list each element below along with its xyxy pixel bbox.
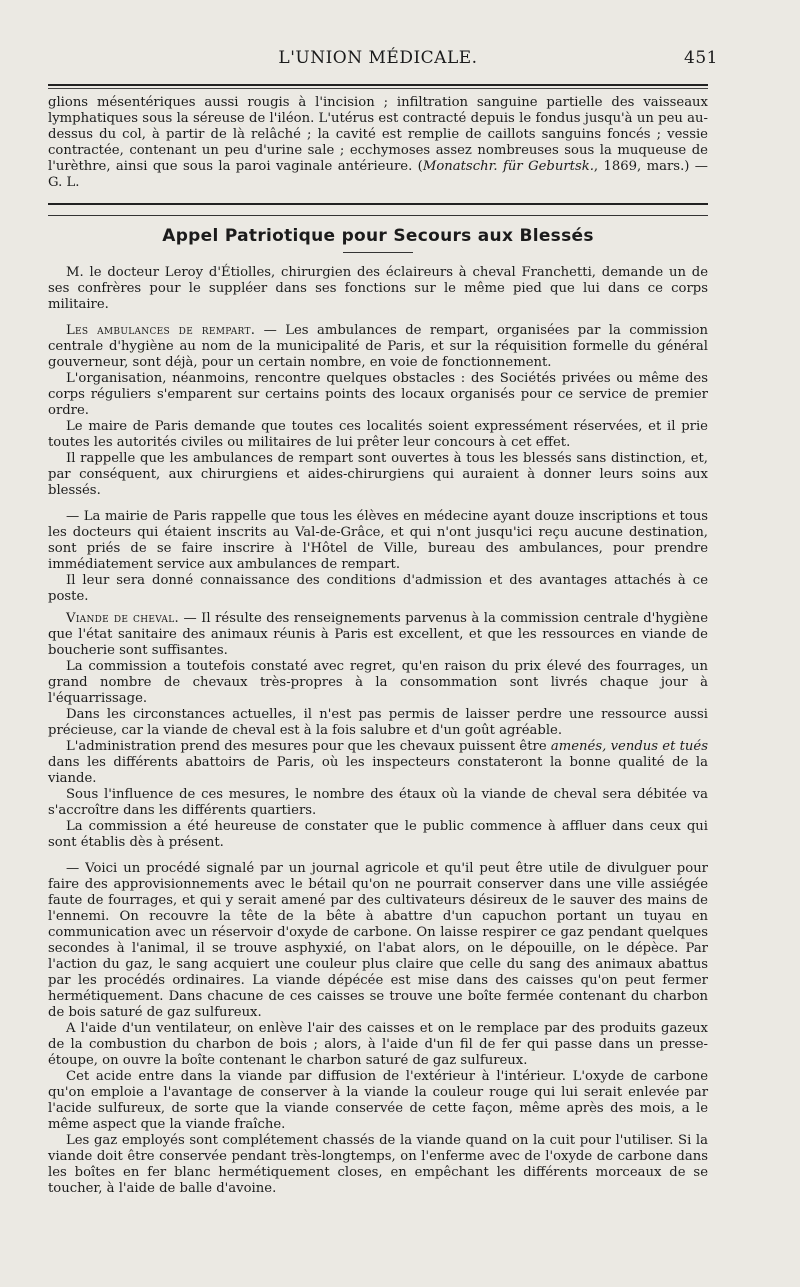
section-lead: Viande de cheval. (66, 611, 179, 626)
paragraph: Sous l'influence de ces mesures, le nombre des étaux où la viande de cheval sera débitée va s'accroître dans les différents quartiers. (48, 787, 708, 818)
paragraph: Il leur sera donné connaissance des conditions d'admission et des avantages attachés à ce poste. (48, 573, 708, 604)
title-rule (343, 252, 413, 253)
paragraph: Le maire de Paris demande que toutes ces localités soient expressément réservées, et il prie toutes les autorités civiles ou militaires de lui prêter leur concours à cet effet. (48, 419, 708, 450)
section-separator (48, 203, 708, 205)
journal-citation: Monatschr. für Geburtsk. (422, 159, 594, 174)
paragraph: Les ambulances de rempart. — Les ambulances de rempart, organisées par la commission centrale d'hygiène au nom de la municipalité de Paris, et sur la réquisition formelle du général gouverneur, sont déjà, pour un certain nombre, en voie de fonctionnement. (48, 323, 708, 370)
paragraph: Viande de cheval. — Il résulte des renseignements parvenus à la commission centrale d'hygiène que l'état sanitaire des animaux réunis à Paris est excellent, et que les ressources en viande de boucherie sont suffisantes. (48, 611, 709, 658)
header-rule (48, 84, 708, 86)
paragraph: M. le docteur Leroy d'Étiolles, chirurgien des éclaireurs à cheval Franchetti, demande un de ses confrères pour le suppléer dans ses fonctions sur le même pied que lui dans ce corps militaire. (48, 265, 708, 312)
paragraph: Cet acide entre dans la viande par diffusion de l'extérieur à l'intérieur. L'oxyde de carbone qu'on emploie a l'avantage de conserver à la viande la couleur rouge qui lui serait enlevée par l'acide sulfureux, de sorte que la viande conservée de cette façon, même après des mois, a le même aspect que la viande fraîche. (48, 1069, 708, 1132)
paragraph: Dans les circonstances actuelles, il n'est pas permis de laisser perdre une ressource aussi précieuse, car la viande de cheval est à la fois salubre et d'un goût agréable. (48, 707, 708, 738)
paragraph: Il rappelle que les ambulances de rempart sont ouvertes à tous les blessés sans distinction, et, par conséquent, aux chirurgiens et aides-chirurgiens qui auraient à donner leurs soins aux blessés. (48, 451, 708, 498)
emphasis: amenés, vendus et tués (550, 739, 708, 754)
page-number: 451 (684, 48, 718, 68)
section-separator-thin (48, 215, 708, 216)
paragraph: A l'aide d'un ventilateur, on enlève l'air des caisses et on le remplace par des produits gazeux de la combustion du charbon de bois ; alors, à l'aide d'un fil de fer qui passe dans un presse-étoupe, on ouvre la boîte contenant le charbon saturé de gaz sulfureux. (48, 1021, 708, 1068)
paragraph: L'administration prend des mesures pour que les chevaux puissent être amenés, vendus et tués dans les différents abattoirs de Paris, où les inspecteurs constateront la bonne qualité de la viande. (48, 739, 708, 786)
intro-paragraph: glions mésentériques aussi rougis à l'incision ; infiltration sanguine partielle des vaisseaux lymphatiques sous la séreuse de l'iléon. L'utérus est contracté depuis le fondus jusqu'à un peu au-dessus du col, à partir de là relâché ; la cavité est remplie de caillots sanguins foncés ; vessie contractée, contenant un peu d'urine sale ; ecchymoses assez nombreuses sous la muqueuse de l'urèthre, ainsi que sous la paroi vaginale antérieure. (Monatschr. für Geburtsk., 1869, mars.) — G. L. (48, 95, 708, 190)
intro-signature: 1869, mars.) — G. L. (48, 159, 708, 190)
paragraph: L'organisation, néanmoins, rencontre quelques obstacles : des Sociétés privées ou même des corps réguliers s'emparent sur certains points des locaux organisés pour ce service de premier ordre. (48, 371, 708, 418)
paragraph: — La mairie de Paris rappelle que tous les élèves en médecine ayant douze inscriptions et tous les docteurs qui étaient inscrits au Val-de-Grâce, et qui n'ont jusqu'ici reçu aucune destination, sont priés de se faire inscrire à l'Hôtel de Ville, bureau des ambulances, pour prendre immédiatement service aux ambulances de rempart. (48, 509, 708, 572)
article-title: Appel Patriotique pour Secours aux Blessés (162, 226, 594, 246)
paragraph: — Voici un procédé signalé par un journal agricole et qu'il peut être utile de divulguer pour faire des approvisionnements avec le bétail qu'on ne pourrait conserver dans une ville assiégée faute de fourrages, et qui y serait amené par des cultivateurs désireux de le sauver des mains de l'ennemi. On recouvre la tête de la bête à abattre d'un capuchon portant un tuyau en communication avec un réservoir d'oxyde de carbone. On laisse respirer ce gaz pendant quelques secondes à l'animal, il se trouve asphyxié, on l'abat alors, on le dépouille, on le dépèce. Par l'action du gaz, le sang acquiert une couleur plus claire que celle du sang des animaux abattus par les procédés ordinaires. La viande dépécée est mise dans des caisses qu'on peut fermer hermétiquement. Dans chacune de ces caisses se trouve une boîte fermée contenant du charbon de bois saturé de gaz sulfureux. (48, 861, 708, 1020)
paragraph: La commission a toutefois constaté avec regret, qu'en raison du prix élevé des fourrages, un grand nombre de chevaux très-propres à la consommation sont livrés chaque jour à l'équarrissage. (48, 659, 708, 706)
section-lead: Les ambulances de rempart. (66, 323, 256, 338)
paragraph: Les gaz employés sont complétement chassés de la viande quand on la cuit pour l'utiliser. Si la viande doit être conservée pendant très-longtemps, on l'enferme avec de l'oxyde de carbone dans les boîtes en fer blanc hermétiquement closes, en empêchant les différents morceaux de se toucher, à l'aide de balle d'avoine. (48, 1133, 708, 1196)
running-title: L'UNION MÉDICALE. (278, 48, 478, 68)
page-header (48, 48, 718, 78)
header-rule-thin (48, 88, 708, 89)
paragraph: La commission a été heureuse de constater que le public commence à affluer dans ceux qui sont établis dès à présent. (48, 819, 708, 850)
